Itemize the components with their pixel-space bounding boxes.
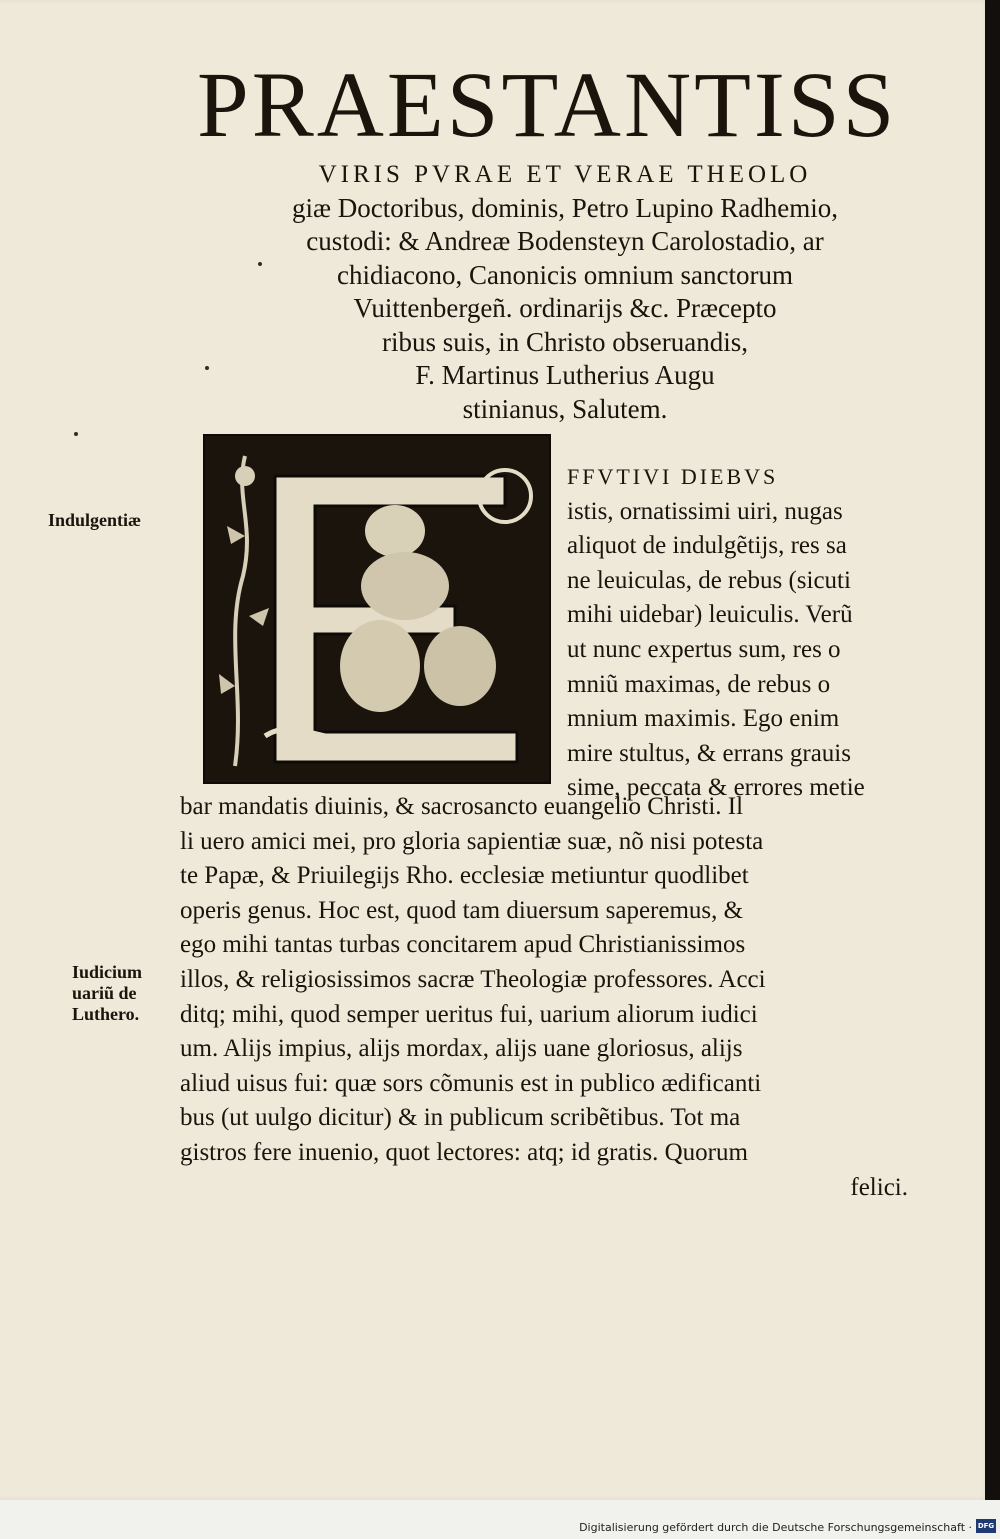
text-line: sime, peccata & errores metie bbox=[567, 774, 865, 802]
text-line: mniũ maximas, de rebus o bbox=[567, 670, 831, 698]
ink-speck bbox=[205, 366, 209, 370]
text-line: illos, & religiosissimos sacræ Theologiæ professores. Acci bbox=[180, 965, 766, 993]
text-line: te Papæ, & Priuilegijs Rho. ecclesiæ metiuntur quodlibet bbox=[180, 862, 749, 890]
funding-credit: Digitalisierung gefördert durch die Deutsche Forschungsgemeinschaft · bbox=[579, 1521, 972, 1534]
dedication-line: Vuittenbergeñ. ordinarijs &c. Præcepto bbox=[353, 293, 777, 323]
dedication-line: F. Martinus Lutherius Augu bbox=[415, 360, 715, 390]
text-line: ut nunc expertus sum, res o bbox=[567, 635, 841, 663]
text-line: istis, ornatissimi uiri, nugas bbox=[567, 497, 843, 525]
text-line: mire stultus, & errans grauis bbox=[567, 739, 851, 767]
text-line: li uero amici mei, pro gloria sapientiæ suæ, nõ nisi potesta bbox=[180, 827, 764, 855]
dedication-line: giæ Doctoribus, dominis, Petro Lupino Radhemio, bbox=[292, 192, 838, 223]
margin-note-iudicium bbox=[72, 962, 142, 1025]
text-line: ditq; mihi, quod semper ueritus fui, uarium aliorum iudici bbox=[180, 1000, 758, 1028]
ink-speck bbox=[258, 262, 262, 266]
text-line: ego mihi tantas turbas concitarem apud Christianissimos bbox=[180, 931, 746, 959]
dedication-line: VIRIS PVRAE ET VERAE THEOLO bbox=[318, 161, 812, 188]
text-line: mnium maximis. Ego enim bbox=[567, 705, 840, 733]
text-line: bus (ut uulgo dicitur) & in publicum scribẽtibus. Tot ma bbox=[180, 1104, 741, 1132]
text-line: bar mandatis diuinis, & sacrosancto euangelio Christi. Il bbox=[180, 793, 744, 820]
text-line: operis genus. Hoc est, quod tam diuersum saperemus, & bbox=[180, 896, 744, 924]
margin-note-line: uariũ de bbox=[72, 983, 137, 1003]
decorated-initial-letter bbox=[203, 434, 551, 784]
dedication-line: ribus suis, in Christo obseruandis, bbox=[381, 326, 748, 357]
dedication-line: chidiacono, Canonicis omnium sanctorum bbox=[337, 259, 793, 290]
catchword: felici. bbox=[850, 1173, 908, 1201]
body-text-beside-initial bbox=[567, 460, 922, 806]
dedication-block bbox=[150, 158, 980, 426]
dedication-line: custodi: & Andreæ Bodensteyn Carolostadio, ar bbox=[306, 226, 824, 256]
text-line: FFVTIVI DIEBVS bbox=[567, 464, 779, 489]
text-line: mihi uidebar) leuiculis. Verũ bbox=[567, 601, 853, 629]
dfg-logo: DFG bbox=[976, 1519, 996, 1533]
dedication-line: stinianus, Salutem. bbox=[462, 393, 668, 424]
margin-note-indulgentiae: Indulgentiæ bbox=[48, 510, 142, 530]
text-line: aliquot de indulgẽtijs, res sa bbox=[567, 532, 847, 560]
text-line: um. Alijs impius, alijs mordax, alijs uane gloriosus, alijs bbox=[180, 1035, 743, 1063]
woodcut-illustration bbox=[205, 436, 549, 782]
page-title: PRAESTANTISS bbox=[197, 54, 898, 157]
text-line: aliud uisus fui: quæ sors cõmunis est in publico ædificanti bbox=[180, 1069, 762, 1097]
page-gutter-shadow bbox=[985, 0, 1000, 1500]
ink-speck bbox=[74, 432, 78, 436]
text-line: ne leuiculas, de rebus (sicuti bbox=[567, 566, 851, 594]
margin-note-line: Luthero. bbox=[72, 1004, 140, 1024]
margin-note-line: Iudicium bbox=[72, 962, 143, 982]
text-line: gistros fere inuenio, quot lectores: atq; id gratis. Quorum bbox=[180, 1138, 748, 1166]
body-text-full-width bbox=[180, 790, 920, 1205]
